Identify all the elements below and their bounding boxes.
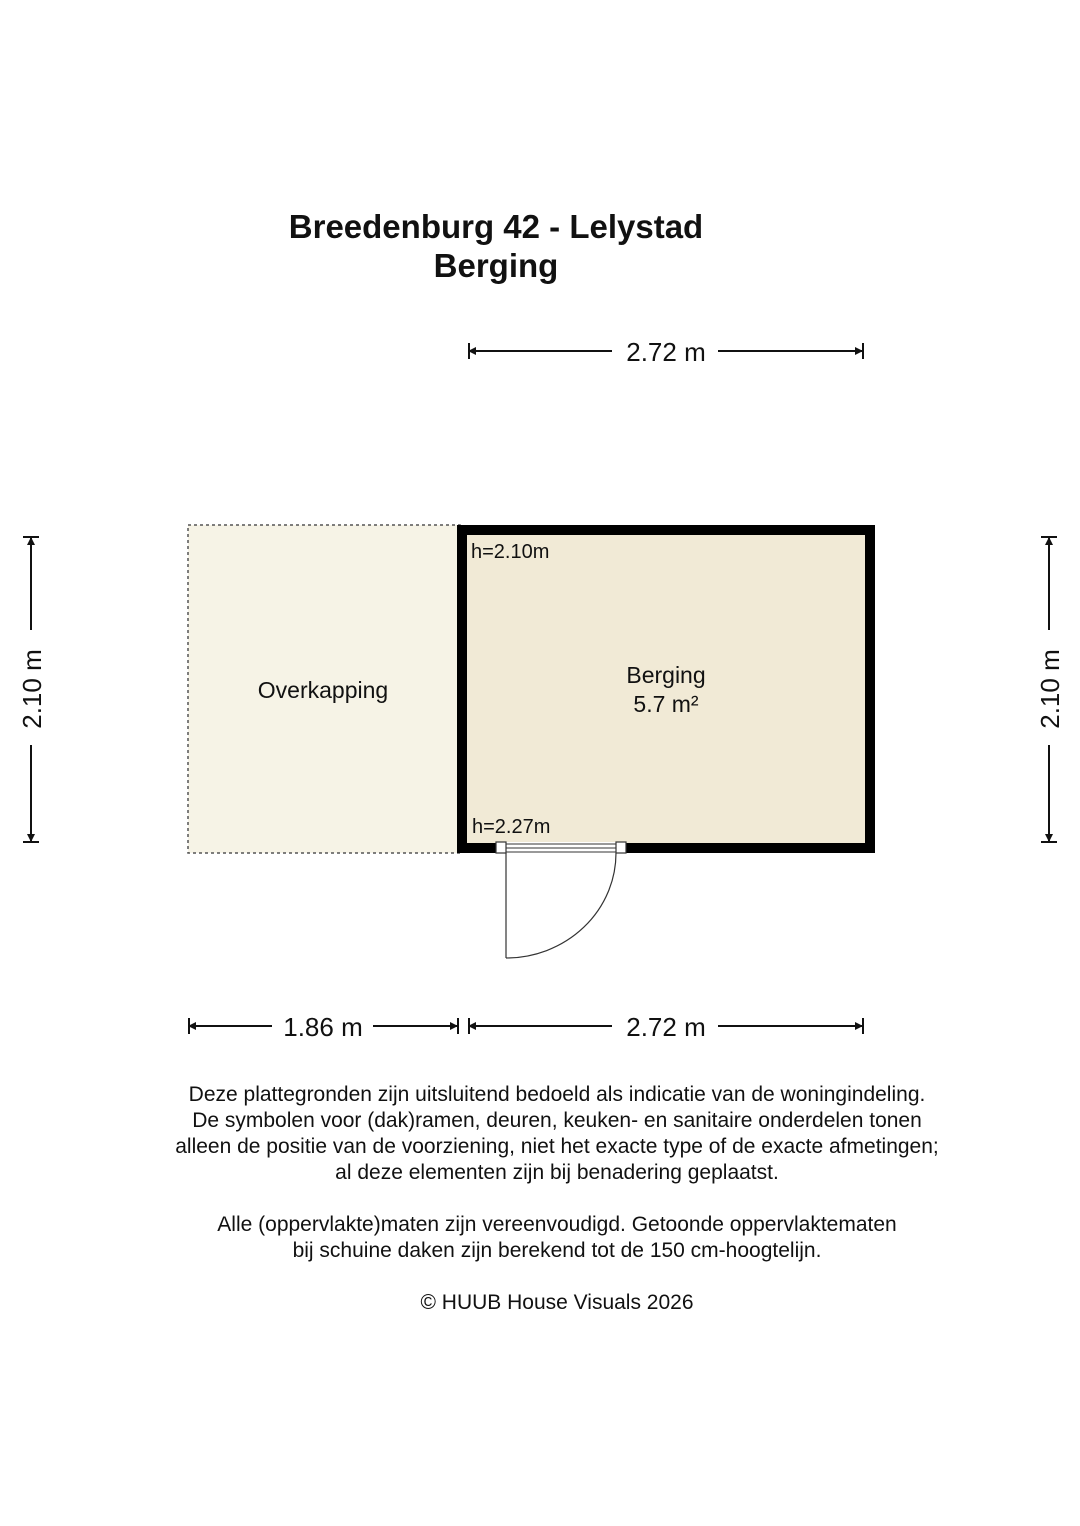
dimension-top	[468, 337, 863, 367]
room-berging-area: 5.7 m²	[633, 691, 699, 717]
room-berging-label: Berging	[626, 662, 706, 688]
dimension-left-label: 2.10 m	[17, 649, 47, 729]
disclaimer-line: Alle (oppervlakte)maten zijn vereenvoudigd. Getoonde oppervlaktematen	[217, 1213, 897, 1236]
room-overkapping	[188, 525, 460, 853]
dimension-top-label: 2.72 m	[626, 337, 706, 367]
title-room: Berging	[433, 247, 559, 284]
disclaimer	[0, 1082, 1080, 1316]
room-overkapping-label: Overkapping	[257, 677, 389, 703]
dimension-bottom-right	[468, 1012, 863, 1042]
dimension-right	[1035, 537, 1065, 842]
room-berging	[462, 530, 870, 848]
disclaimer-line: Deze plattegronden zijn uitsluitend bedoeld als indicatie van de woningindeling.	[188, 1083, 926, 1106]
title-address: Breedenburg 42 - Lelystad	[288, 208, 704, 245]
dimension-bottom-left-label: 1.86 m	[283, 1012, 363, 1042]
dimension-bottom-right-label: 2.72 m	[626, 1012, 706, 1042]
disclaimer-line: De symbolen voor (dak)ramen, deuren, keuken- en sanitaire onderdelen tonen	[192, 1109, 922, 1132]
disclaimer-line: al deze elementen zijn bij benadering geplaatst.	[335, 1161, 779, 1184]
copyright: © HUUB House Visuals 2026	[420, 1291, 694, 1314]
height-label-bottom: h=2.27m	[472, 816, 551, 838]
dimension-left	[17, 537, 47, 842]
disclaimer-line: bij schuine daken zijn berekend tot de 150 cm-hoogtelijn.	[292, 1239, 822, 1262]
door	[496, 842, 626, 958]
disclaimer-line: alleen de positie van de voorziening, niet het exacte type of de exacte afmetingen;	[175, 1135, 939, 1158]
dimension-right-label: 2.10 m	[1035, 649, 1065, 729]
height-label-top: h=2.10m	[471, 541, 550, 563]
dimension-bottom-left	[188, 1012, 458, 1042]
